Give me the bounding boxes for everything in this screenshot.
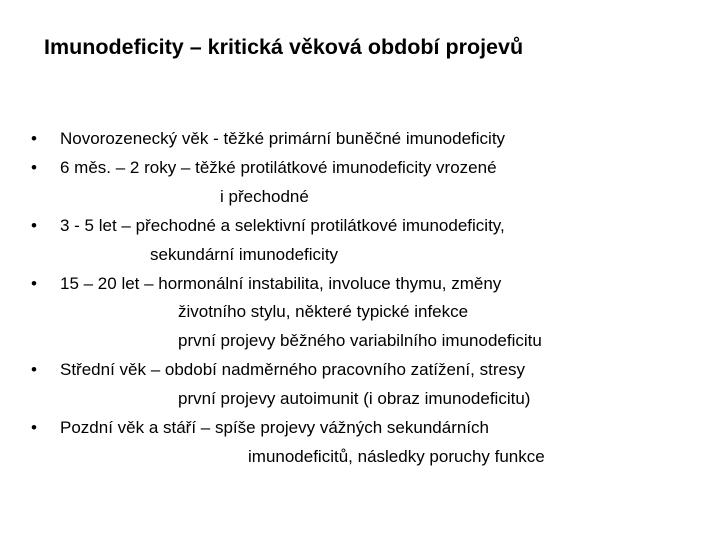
bullet-text-middle-age: Střední věk – období nadměrného pracovního zatížení, stresy bbox=[60, 360, 525, 379]
bullet-continuation: životního stylu, některé typické infekce bbox=[178, 302, 469, 321]
bullet-continuation: první projevy autoimunit (i obraz imunodeficitu) bbox=[178, 389, 531, 408]
bullet-continuation: sekundární imunodeficity bbox=[150, 245, 339, 264]
bullet-continuation: imunodeficitů, následky poruchy funkce bbox=[248, 447, 545, 466]
bullet-marker: • bbox=[31, 129, 37, 148]
bullet-text-15-20-years: 15 – 20 let – hormonální instabilita, involuce thymu, změny bbox=[60, 274, 502, 293]
slide-title: Imunodeficity – kritická věková období projevů bbox=[44, 35, 524, 59]
bullet-continuation: první projevy běžného variabilního imunodeficitu bbox=[178, 331, 542, 350]
bullet-continuation: i přechodné bbox=[220, 187, 309, 206]
bullet-marker: • bbox=[31, 158, 37, 177]
bullet-text-old-age: Pozdní věk a stáří – spíše projevy vážných sekundárních bbox=[60, 418, 490, 437]
bullet-text-3-5-years: 3 - 5 let – přechodné a selektivní protilátkové imunodeficity, bbox=[60, 216, 505, 235]
bullet-marker: • bbox=[31, 418, 37, 437]
bullet-text-6-months: 6 měs. – 2 roky – těžké protilátkové imunodeficity vrozené bbox=[60, 158, 497, 177]
bullet-marker: • bbox=[31, 360, 37, 379]
bullet-marker: • bbox=[31, 216, 37, 235]
bullet-marker: • bbox=[31, 274, 37, 293]
bullet-text-newborn: Novorozenecký věk - těžké primární buněčné imunodeficity bbox=[60, 129, 506, 148]
